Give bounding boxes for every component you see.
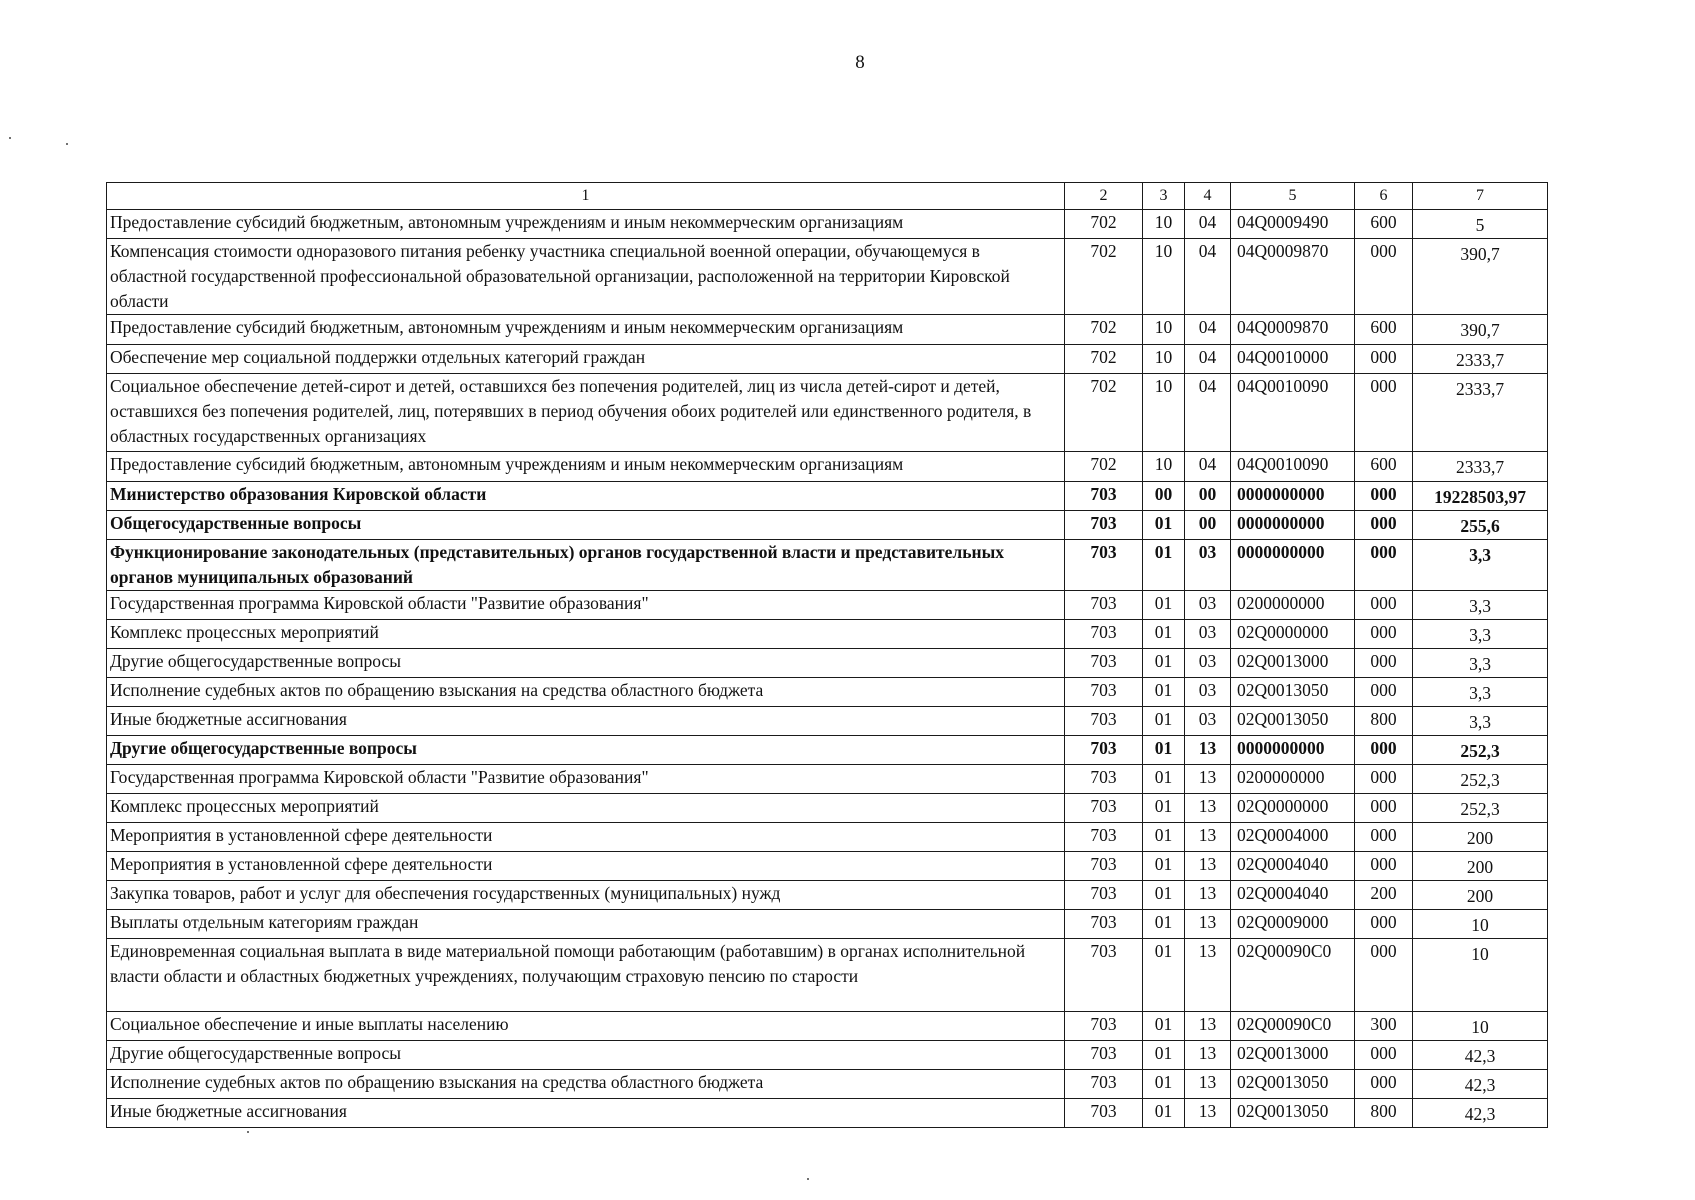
row-code-5: 02Q0013050	[1231, 678, 1355, 707]
row-amount: 3,3	[1413, 649, 1548, 678]
row-amount: 2333,7	[1413, 374, 1548, 452]
row-code-2: 703	[1065, 707, 1143, 736]
row-code-2: 702	[1065, 452, 1143, 482]
row-code-4: 13	[1185, 1041, 1231, 1070]
row-code-2: 703	[1065, 1099, 1143, 1128]
row-code-3: 01	[1143, 591, 1185, 620]
row-code-5: 02Q0013050	[1231, 707, 1355, 736]
row-code-6: 800	[1355, 1099, 1413, 1128]
row-code-4: 03	[1185, 649, 1231, 678]
row-code-6: 000	[1355, 239, 1413, 315]
row-code-5: 02Q0013050	[1231, 1099, 1355, 1128]
row-code-5: 0000000000	[1231, 482, 1355, 511]
row-code-5: 02Q0013050	[1231, 1070, 1355, 1099]
row-code-2: 703	[1065, 1012, 1143, 1041]
table-row	[107, 315, 1548, 345]
row-code-2: 703	[1065, 540, 1143, 591]
row-amount: 252,3	[1413, 736, 1548, 765]
table-row	[107, 736, 1548, 765]
row-code-3: 01	[1143, 852, 1185, 881]
table-row	[107, 1012, 1548, 1041]
row-code-4: 04	[1185, 452, 1231, 482]
row-name: Государственная программа Кировской области "Развитие образования"	[107, 765, 1065, 794]
row-code-6: 000	[1355, 1041, 1413, 1070]
row-code-3: 01	[1143, 649, 1185, 678]
row-code-5: 04Q0009870	[1231, 239, 1355, 315]
row-code-3: 01	[1143, 540, 1185, 591]
row-code-2: 702	[1065, 239, 1143, 315]
scan-speck	[9, 137, 11, 139]
row-name: Предоставление субсидий бюджетным, автономным учреждениям и иным некоммерческим организациям	[107, 210, 1065, 239]
row-code-3: 10	[1143, 315, 1185, 345]
row-name: Предоставление субсидий бюджетным, автономным учреждениям и иным некоммерческим организациям	[107, 315, 1065, 345]
row-code-6: 200	[1355, 881, 1413, 910]
row-code-3: 10	[1143, 452, 1185, 482]
row-code-2: 703	[1065, 823, 1143, 852]
row-amount: 2333,7	[1413, 345, 1548, 374]
row-name: Комплекс процессных мероприятий	[107, 794, 1065, 823]
row-code-4: 13	[1185, 910, 1231, 939]
table-row	[107, 794, 1548, 823]
row-code-2: 703	[1065, 939, 1143, 1012]
row-code-6: 000	[1355, 482, 1413, 511]
row-code-6: 600	[1355, 315, 1413, 345]
row-code-6: 000	[1355, 540, 1413, 591]
row-amount: 42,3	[1413, 1070, 1548, 1099]
row-code-5: 02Q0000000	[1231, 620, 1355, 649]
row-amount: 200	[1413, 823, 1548, 852]
row-code-4: 00	[1185, 482, 1231, 511]
row-code-3: 00	[1143, 482, 1185, 511]
table-row	[107, 852, 1548, 881]
row-code-5: 0000000000	[1231, 511, 1355, 540]
row-amount: 10	[1413, 1012, 1548, 1041]
row-amount: 3,3	[1413, 540, 1548, 591]
row-name: Компенсация стоимости одноразового питания ребенку участника специальной военной операции, обучающемуся в областной государственной профессиональной образовательной организации, расположенной на территории Кировской области	[107, 239, 1065, 315]
row-amount: 42,3	[1413, 1041, 1548, 1070]
row-amount: 3,3	[1413, 678, 1548, 707]
row-code-6: 300	[1355, 1012, 1413, 1041]
row-code-5: 04Q0010000	[1231, 345, 1355, 374]
row-code-3: 01	[1143, 1099, 1185, 1128]
row-code-6: 600	[1355, 452, 1413, 482]
row-code-6: 000	[1355, 736, 1413, 765]
row-code-3: 01	[1143, 1012, 1185, 1041]
row-code-4: 03	[1185, 620, 1231, 649]
row-code-2: 703	[1065, 736, 1143, 765]
row-code-5: 02Q0000000	[1231, 794, 1355, 823]
scan-speck	[66, 143, 68, 145]
row-amount: 255,6	[1413, 511, 1548, 540]
row-code-3: 01	[1143, 794, 1185, 823]
row-code-5: 04Q0010090	[1231, 374, 1355, 452]
row-code-6: 000	[1355, 852, 1413, 881]
row-code-4: 13	[1185, 1070, 1231, 1099]
row-code-3: 01	[1143, 881, 1185, 910]
row-code-3: 01	[1143, 1041, 1185, 1070]
row-code-5: 02Q0013000	[1231, 1041, 1355, 1070]
row-code-6: 000	[1355, 345, 1413, 374]
row-name: Другие общегосударственные вопросы	[107, 736, 1065, 765]
row-name: Мероприятия в установленной сфере деятельности	[107, 823, 1065, 852]
row-code-5: 0200000000	[1231, 591, 1355, 620]
row-code-2: 703	[1065, 794, 1143, 823]
table-row	[107, 374, 1548, 452]
row-amount: 10	[1413, 939, 1548, 1012]
row-amount: 390,7	[1413, 239, 1548, 315]
row-name: Другие общегосударственные вопросы	[107, 649, 1065, 678]
row-code-2: 703	[1065, 910, 1143, 939]
row-code-4: 13	[1185, 1012, 1231, 1041]
row-code-2: 703	[1065, 482, 1143, 511]
table-row	[107, 1041, 1548, 1070]
row-code-3: 01	[1143, 1070, 1185, 1099]
row-name: Государственная программа Кировской области "Развитие образования"	[107, 591, 1065, 620]
row-name: Иные бюджетные ассигнования	[107, 707, 1065, 736]
row-code-4: 04	[1185, 210, 1231, 239]
row-name: Другие общегосударственные вопросы	[107, 1041, 1065, 1070]
row-code-6: 000	[1355, 649, 1413, 678]
row-code-3: 01	[1143, 765, 1185, 794]
row-code-5: 02Q0004000	[1231, 823, 1355, 852]
row-code-4: 03	[1185, 540, 1231, 591]
table-row	[107, 1070, 1548, 1099]
row-code-2: 703	[1065, 1070, 1143, 1099]
row-name: Исполнение судебных актов по обращению взыскания на средства областного бюджета	[107, 1070, 1065, 1099]
page-number: 8	[855, 52, 865, 73]
row-code-2: 703	[1065, 881, 1143, 910]
row-code-3: 10	[1143, 345, 1185, 374]
table-row	[107, 939, 1548, 1012]
table-row	[107, 482, 1548, 511]
table-row	[107, 1099, 1548, 1128]
column-header: 1	[107, 183, 1065, 210]
row-code-3: 10	[1143, 210, 1185, 239]
table-row	[107, 881, 1548, 910]
row-code-5: 0200000000	[1231, 765, 1355, 794]
table-row	[107, 765, 1548, 794]
row-code-5: 02Q0004040	[1231, 881, 1355, 910]
row-name: Исполнение судебных актов по обращению взыскания на средства областного бюджета	[107, 678, 1065, 707]
row-code-5: 04Q0010090	[1231, 452, 1355, 482]
row-name: Комплекс процессных мероприятий	[107, 620, 1065, 649]
row-code-2: 703	[1065, 649, 1143, 678]
row-code-3: 01	[1143, 939, 1185, 1012]
row-amount: 42,3	[1413, 1099, 1548, 1128]
row-code-5: 02Q0009000	[1231, 910, 1355, 939]
row-code-3: 01	[1143, 910, 1185, 939]
row-code-4: 13	[1185, 823, 1231, 852]
table-row	[107, 823, 1548, 852]
row-code-6: 000	[1355, 374, 1413, 452]
row-code-2: 702	[1065, 315, 1143, 345]
row-code-3: 10	[1143, 239, 1185, 315]
row-code-5: 02Q0004040	[1231, 852, 1355, 881]
row-name: Министерство образования Кировской области	[107, 482, 1065, 511]
row-amount: 252,3	[1413, 765, 1548, 794]
row-code-4: 13	[1185, 1099, 1231, 1128]
row-code-6: 600	[1355, 210, 1413, 239]
scan-speck	[807, 1178, 809, 1180]
row-code-4: 13	[1185, 939, 1231, 1012]
row-name: Мероприятия в установленной сфере деятельности	[107, 852, 1065, 881]
column-header: 4	[1185, 183, 1231, 210]
row-code-4: 13	[1185, 794, 1231, 823]
row-amount: 3,3	[1413, 620, 1548, 649]
table-row	[107, 707, 1548, 736]
table-row	[107, 591, 1548, 620]
table-header-row	[107, 183, 1548, 210]
table-row	[107, 910, 1548, 939]
column-header: 5	[1231, 183, 1355, 210]
row-code-6: 000	[1355, 823, 1413, 852]
column-header: 2	[1065, 183, 1143, 210]
row-code-4: 00	[1185, 511, 1231, 540]
table-row	[107, 210, 1548, 239]
row-name: Закупка товаров, работ и услуг для обеспечения государственных (муниципальных) нужд	[107, 881, 1065, 910]
row-code-6: 000	[1355, 678, 1413, 707]
table-row	[107, 239, 1548, 315]
row-amount: 19228503,97	[1413, 482, 1548, 511]
row-code-3: 01	[1143, 736, 1185, 765]
table-row	[107, 452, 1548, 482]
row-code-2: 702	[1065, 374, 1143, 452]
row-code-3: 01	[1143, 511, 1185, 540]
row-name: Иные бюджетные ассигнования	[107, 1099, 1065, 1128]
row-code-6: 000	[1355, 1070, 1413, 1099]
column-header: 7	[1413, 183, 1548, 210]
row-name: Единовременная социальная выплата в виде материальной помощи работающим (работавшим) в органах исполнительной власти области и областных бюджетных учреждениях, получающим страховую пенсию по старости	[107, 939, 1065, 1012]
column-header: 6	[1355, 183, 1413, 210]
row-code-3: 10	[1143, 374, 1185, 452]
row-code-3: 01	[1143, 620, 1185, 649]
table-row	[107, 540, 1548, 591]
table-row	[107, 649, 1548, 678]
row-amount: 200	[1413, 852, 1548, 881]
row-code-6: 000	[1355, 620, 1413, 649]
row-name: Общегосударственные вопросы	[107, 511, 1065, 540]
row-name: Функционирование законодательных (представительных) органов государственной власти и представительных органов муниципальных образований	[107, 540, 1065, 591]
row-amount: 200	[1413, 881, 1548, 910]
row-code-6: 000	[1355, 765, 1413, 794]
budget-table	[106, 182, 1548, 1128]
row-code-6: 000	[1355, 939, 1413, 1012]
row-code-2: 703	[1065, 1041, 1143, 1070]
table-row	[107, 620, 1548, 649]
row-code-4: 13	[1185, 881, 1231, 910]
row-code-3: 01	[1143, 707, 1185, 736]
row-amount: 390,7	[1413, 315, 1548, 345]
row-code-6: 000	[1355, 910, 1413, 939]
table-body	[107, 183, 1548, 1128]
row-code-6: 000	[1355, 511, 1413, 540]
row-code-5: 02Q00090C0	[1231, 1012, 1355, 1041]
row-code-6: 800	[1355, 707, 1413, 736]
row-code-3: 01	[1143, 823, 1185, 852]
row-code-4: 03	[1185, 591, 1231, 620]
row-code-5: 02Q00090C0	[1231, 939, 1355, 1012]
table-row	[107, 345, 1548, 374]
row-amount: 2333,7	[1413, 452, 1548, 482]
table-row	[107, 678, 1548, 707]
row-code-4: 13	[1185, 852, 1231, 881]
row-code-4: 03	[1185, 707, 1231, 736]
row-code-4: 04	[1185, 315, 1231, 345]
table-row	[107, 511, 1548, 540]
column-header: 3	[1143, 183, 1185, 210]
row-name: Выплаты отдельным категориям граждан	[107, 910, 1065, 939]
row-amount: 3,3	[1413, 707, 1548, 736]
row-code-2: 703	[1065, 591, 1143, 620]
row-code-2: 702	[1065, 210, 1143, 239]
row-name: Социальное обеспечение детей-сирот и детей, оставшихся без попечения родителей, лиц из числа детей-сирот и детей, оставшихся без попечения родителей, лиц, потерявших в период обучения обоих родителей или единственного родителя, в областных государственных организациях	[107, 374, 1065, 452]
row-code-5: 0000000000	[1231, 736, 1355, 765]
row-code-2: 703	[1065, 765, 1143, 794]
row-code-4: 13	[1185, 765, 1231, 794]
row-code-2: 703	[1065, 511, 1143, 540]
row-code-6: 000	[1355, 794, 1413, 823]
row-name: Предоставление субсидий бюджетным, автономным учреждениям и иным некоммерческим организациям	[107, 452, 1065, 482]
row-code-5: 04Q0009490	[1231, 210, 1355, 239]
row-amount: 3,3	[1413, 591, 1548, 620]
row-amount: 5	[1413, 210, 1548, 239]
row-code-3: 01	[1143, 678, 1185, 707]
row-code-2: 703	[1065, 678, 1143, 707]
row-code-6: 000	[1355, 591, 1413, 620]
row-code-4: 03	[1185, 678, 1231, 707]
scan-speck	[247, 1131, 249, 1133]
row-code-4: 04	[1185, 239, 1231, 315]
row-code-2: 702	[1065, 345, 1143, 374]
row-code-2: 703	[1065, 620, 1143, 649]
row-code-4: 04	[1185, 374, 1231, 452]
row-amount: 252,3	[1413, 794, 1548, 823]
row-code-5: 02Q0013000	[1231, 649, 1355, 678]
row-code-5: 04Q0009870	[1231, 315, 1355, 345]
row-name: Обеспечение мер социальной поддержки отдельных категорий граждан	[107, 345, 1065, 374]
row-name: Социальное обеспечение и иные выплаты населению	[107, 1012, 1065, 1041]
row-code-4: 04	[1185, 345, 1231, 374]
row-code-4: 13	[1185, 736, 1231, 765]
row-code-2: 703	[1065, 852, 1143, 881]
row-code-5: 0000000000	[1231, 540, 1355, 591]
row-amount: 10	[1413, 910, 1548, 939]
